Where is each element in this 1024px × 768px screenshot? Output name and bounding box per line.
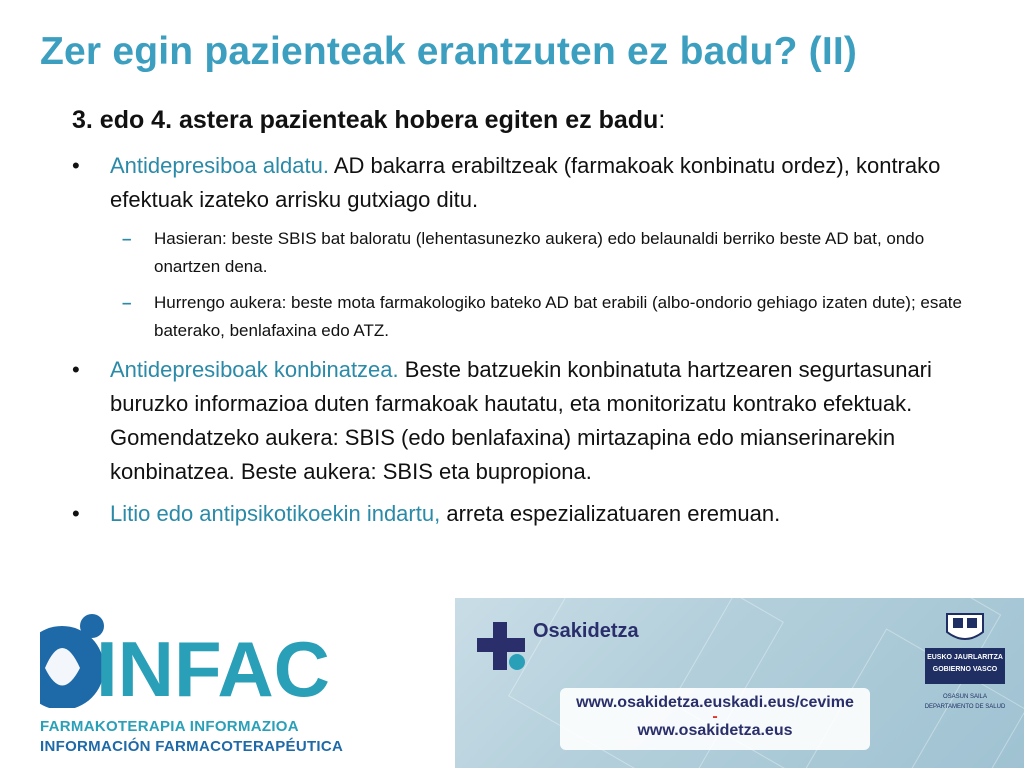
bullet-dot: • bbox=[72, 153, 80, 178]
gv-department bbox=[915, 692, 1015, 712]
gv-dept1: OSASUN SAILA bbox=[942, 694, 987, 700]
infac-line-eu: FARMAKOTERAPIA INFORMAZIOA bbox=[40, 718, 299, 735]
dash-bullet: – bbox=[122, 293, 132, 312]
section-subheading bbox=[72, 106, 972, 135]
osakidetza-banner bbox=[455, 598, 1024, 768]
sub-bullet-next-option bbox=[72, 289, 972, 345]
bullet-dot: • bbox=[72, 357, 80, 382]
infac-logo-text: INFAC bbox=[96, 625, 330, 708]
bullet-accent: Antidepresiboak konbinatzea. bbox=[110, 357, 399, 382]
bullet-combine-antidepressants bbox=[72, 353, 972, 489]
gv-line2: GOBIERNO VASCO bbox=[932, 666, 998, 673]
url-separator: - bbox=[712, 708, 718, 725]
osakidetza-cross-icon bbox=[473, 618, 529, 674]
slide-title: Zer egin pazienteak erantzuten ez badu? (II) bbox=[40, 30, 858, 73]
bullet-accent: Litio edo antipsikotikoekin indartu, bbox=[110, 501, 441, 526]
sub-bullet-text: Hasieran: beste SBIS bat baloratu (lehentasunezko aukera) edo belaunaldi berriko beste AD bat, ondo onartzen dena. bbox=[154, 229, 925, 276]
cevime-url[interactable]: www.osakidetza.euskadi.eus/cevime bbox=[576, 694, 854, 711]
infac-line-es: INFORMACIÓN FARMACOTERAPÉUTICA bbox=[40, 738, 344, 755]
sub-bullet-text: Hurrengo aukera: beste mota farmakologiko bateko AD bat erabili (albo-ondorio gehiago izaten dute); esate baterako, benlafaxina edo ATZ. bbox=[154, 293, 962, 340]
bullet-text: arreta espezializatuaren eremuan. bbox=[440, 501, 781, 526]
infac-logo bbox=[40, 608, 440, 768]
bullet-text: Beste batzuekin konbinatuta hartzearen segurtasunari buruzko informazioa duten farmakoak hautatu, eta monitorizatu kontrako efektuak. Gomendatzeko aukera: SBIS (edo benlafaxina) mirtazapina edo mianserinarekin konbinatzea. Beste aukera: SBIS eta bupropiona. bbox=[110, 357, 932, 484]
footer bbox=[0, 598, 1024, 768]
gv-dept2: DEPARTAMENTO DE SALUD bbox=[924, 704, 1006, 710]
gv-badge bbox=[925, 648, 1005, 684]
bullet-text: AD bakarra erabiltzeak (farmakoak konbinatu ordez), kontrako efektuak izateko arrisku gutxiago ditu. bbox=[110, 153, 941, 212]
bullet-change-antidepressant bbox=[72, 149, 972, 217]
bullet-dot: • bbox=[72, 501, 80, 526]
osakidetza-name: Osakidetza bbox=[533, 620, 639, 642]
gv-line1: EUSKO JAURLARITZA bbox=[927, 654, 1003, 661]
dash-bullet: – bbox=[122, 229, 132, 248]
bullet-accent: Antidepresiboa aldatu. bbox=[110, 153, 329, 178]
coat-of-arms-icon bbox=[943, 610, 987, 646]
sub-bullet-first-option bbox=[72, 225, 972, 281]
subheading-text: 3. edo 4. astera pazienteak hobera egiten ez badu bbox=[72, 106, 659, 134]
osakidetza-url[interactable]: www.osakidetza.eus bbox=[637, 722, 793, 739]
infac-logo-mark-icon bbox=[40, 608, 370, 708]
slide-body bbox=[72, 106, 972, 539]
subheading-colon: : bbox=[658, 106, 666, 134]
gobierno-vasco-logo bbox=[915, 608, 1015, 748]
url-box bbox=[560, 688, 870, 750]
bullet-augment-lithium bbox=[72, 497, 972, 531]
